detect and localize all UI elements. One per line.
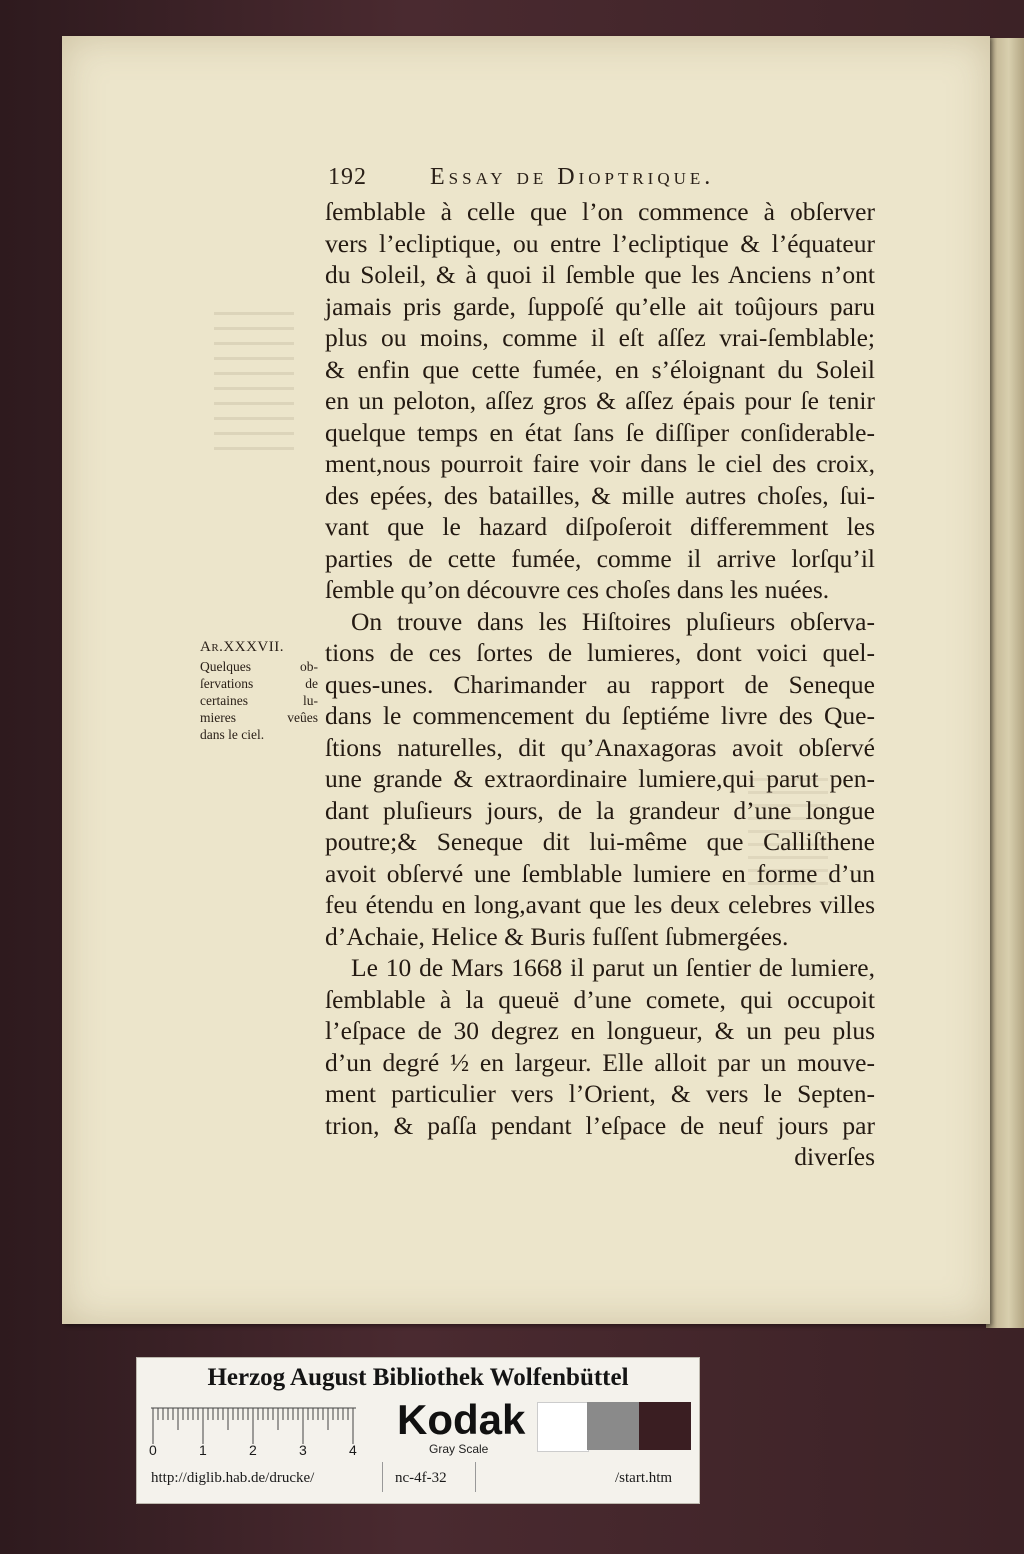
divider	[382, 1462, 383, 1492]
next-page-edge	[986, 38, 1024, 1328]
shelfmark: nc-4f-32	[395, 1470, 447, 1486]
margin-note-line: dans le ciel.	[200, 727, 265, 742]
url-base: http://diglib.hab.de/drucke/	[151, 1470, 315, 1486]
text-line: quelque temps en état ſans ſe diſſiper conſiderable-	[325, 417, 875, 447]
page-header	[328, 162, 873, 196]
show-through-left	[214, 300, 294, 450]
ruler-number: 3	[299, 1442, 307, 1458]
text-line: parties de cette fumée, comme il arrive lorſqu’il	[325, 543, 875, 573]
gray-scale-label: Gray Scale	[429, 1442, 489, 1456]
text-line: trion, & paſſa pendant l’eſpace de neuf jours par	[325, 1110, 875, 1140]
text-line: Le 10 de Mars 1668 il parut un ſentier de lumiere,	[351, 953, 875, 982]
text-line: l’eſpace de 30 degrez en longueur, & un peu plus	[325, 1016, 875, 1045]
text-line: une grande & extraordinaire lumiere,qui parut pen-	[325, 764, 875, 793]
text-line: dans le commencement du ſeptiéme livre des Que-	[325, 701, 875, 730]
text-line: avoit obſervé une ſemblable lumiere en forme d’un	[325, 858, 875, 888]
margin-note-heading: Ar.XXXVII.	[200, 639, 284, 655]
text-line: d’un degré ½ en largeur. Elle alloit par un mouve-	[325, 1047, 875, 1077]
text-line: tions de ces ſortes de lumieres, dont voici quel-	[325, 638, 875, 667]
divider	[475, 1462, 476, 1492]
ruler-icon	[151, 1406, 366, 1446]
margin-note-line: ſervations de	[200, 676, 318, 691]
page-number: 192	[328, 164, 367, 190]
catchword: diverſes	[794, 1142, 875, 1171]
color-scale-card	[136, 1357, 700, 1504]
text-line: ques-unes. Charimander au rapport de Seneque	[325, 669, 875, 699]
margin-note-line: certaines lu-	[200, 693, 318, 708]
gray-swatch-dark	[639, 1402, 691, 1450]
running-title: Essay de Dioptrique.	[430, 164, 715, 190]
ruler-numbers	[145, 1442, 375, 1460]
text-line: poutre;& Seneque dit lui-même que Calliſthene	[325, 827, 875, 856]
margin-note-line: mieres veûes	[200, 710, 318, 725]
text-line: en un peloton, aſſez gros & aſſez épais pour ſe tenir	[325, 386, 875, 415]
text-line: ſemble qu’on découvre ces choſes dans les nuées.	[325, 575, 830, 604]
text-line: vers l’ecliptique, ou entre l’ecliptique & l’équateur	[325, 228, 875, 258]
gray-swatch-mid	[587, 1402, 639, 1450]
text-line: ſtions naturelles, dit qu’Anaxagoras avoit obſervé	[325, 732, 875, 762]
text-line: On trouve dans les Hiſtoires pluſieurs obſerva-	[351, 606, 875, 636]
margin-note	[200, 636, 318, 743]
text-line: ment,nous pourroit faire voir dans le ciel des croix,	[325, 449, 875, 478]
body-text	[325, 196, 875, 1173]
kodak-logo: Kodak	[397, 1396, 526, 1443]
gray-swatch-white	[537, 1402, 589, 1452]
text-line: jamais pris garde, ſuppoſé qu’elle ait toûjours paru	[325, 291, 875, 321]
ruler-number: 0	[149, 1442, 157, 1458]
text-line: d’Achaie, Helice & Buris fuſſent ſubmergées.	[325, 921, 789, 951]
text-line: ment particulier vers l’Orient, & vers le Septen-	[325, 1079, 875, 1108]
margin-note-line: Quelques ob-	[200, 659, 318, 674]
ruler-number: 1	[199, 1442, 207, 1458]
text-line: des epées, des batailles, & mille autres choſes, ſui-	[325, 480, 875, 510]
library-name: Herzog August Bibliothek Wolfenbüttel	[207, 1364, 629, 1391]
text-line: vant que le hazard diſpoſeroit differemment les	[325, 512, 875, 541]
text-line: ſemblable à celle que l’on commence à obſerver	[325, 197, 875, 226]
url-suffix: /start.htm	[615, 1470, 673, 1486]
text-line: dant pluſieurs jours, de la grandeur d’une longue	[325, 795, 875, 825]
text-line: plus ou moins, comme il eſt aſſez vrai-ſemblable;	[325, 323, 875, 352]
text-line: feu étendu en long,avant que les deux celebres villes	[325, 890, 875, 919]
text-line: du Soleil, & à quoi il ſemble que les Anciens n’ont	[325, 260, 875, 289]
text-line: ſemblable à la queuë d’une comete, qui occupoit	[325, 984, 875, 1014]
text-line: & enfin que cette fumée, en s’éloignant du Soleil	[325, 354, 875, 384]
ruler-number: 4	[349, 1442, 357, 1458]
ruler-number: 2	[249, 1442, 257, 1458]
